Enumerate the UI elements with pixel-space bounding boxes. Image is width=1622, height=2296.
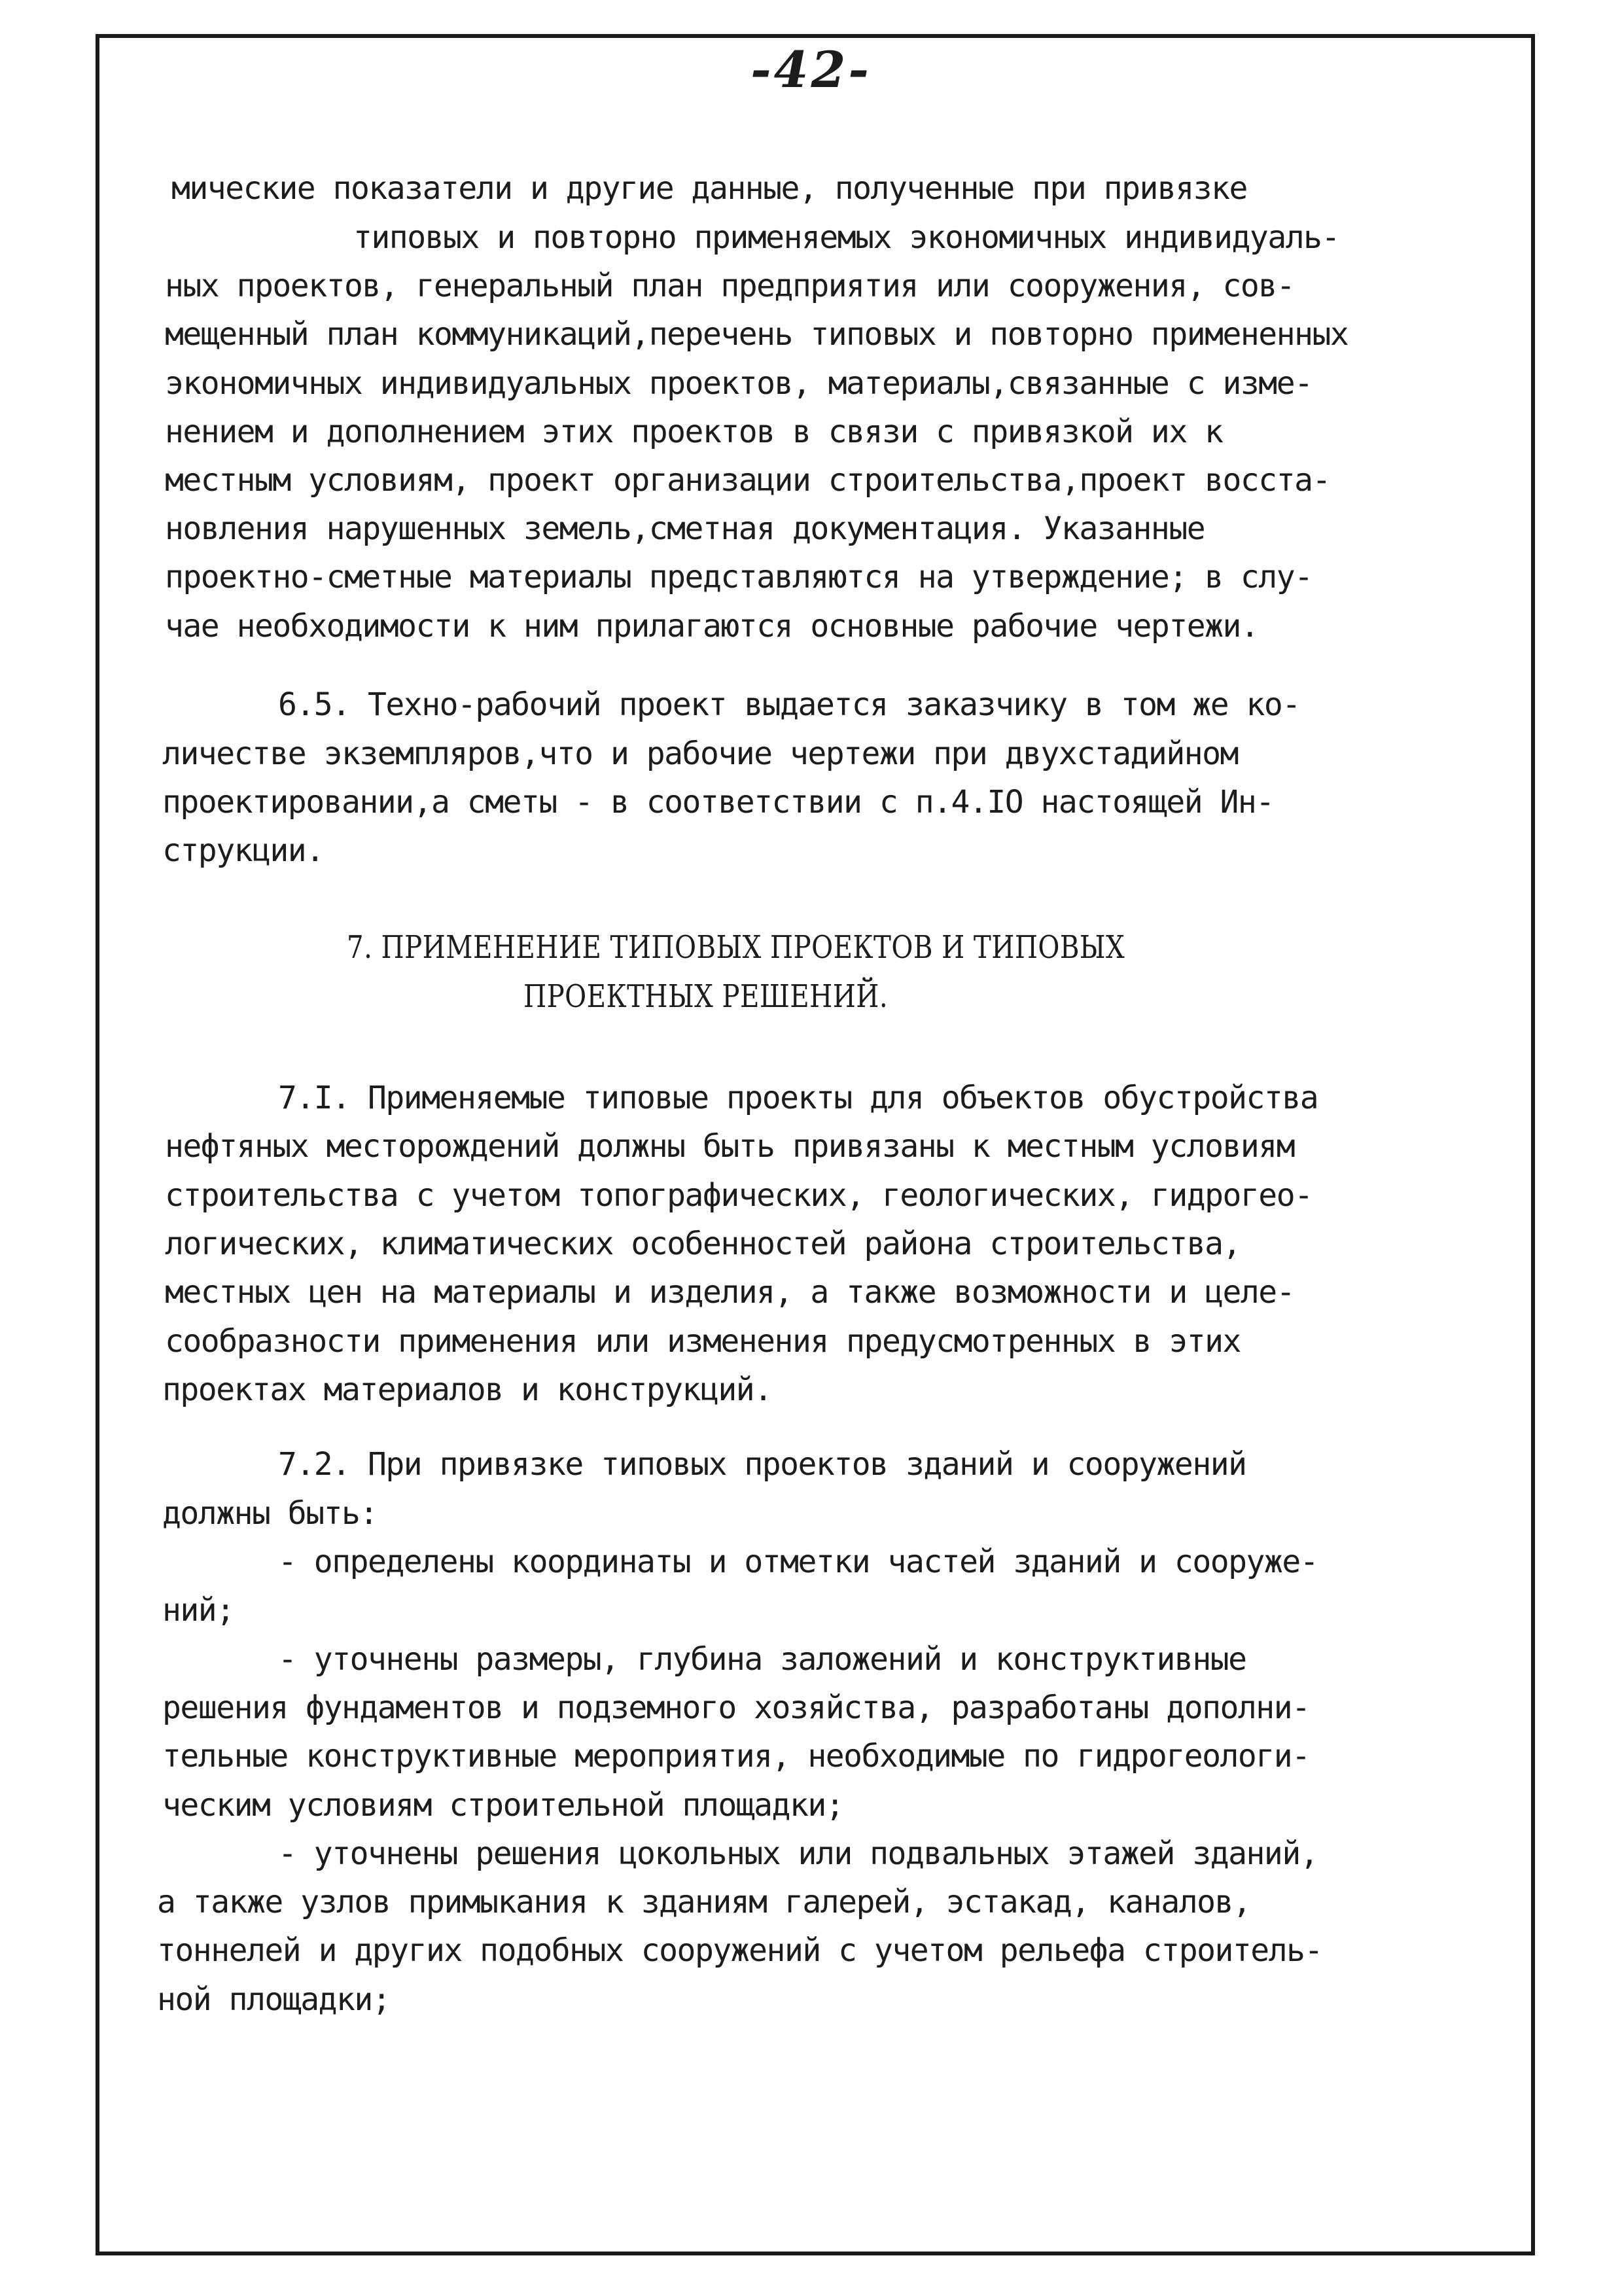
- text-line: личестве экземпляров,что и рабочие чертежи при двухстадийном: [162, 735, 1238, 772]
- text-line: чае необходимости к ним прилагаются основные рабочие чертежи.: [165, 608, 1259, 645]
- text-line: типовых и повторно применяемых экономичных индивидуаль-: [353, 219, 1339, 256]
- text-line: строительства с учетом топографических, геологических, гидрогео-: [165, 1177, 1313, 1214]
- text-line: 7.2. При привязке типовых проектов зданий и сооружений: [278, 1446, 1246, 1483]
- text-line: тельные конструктивные мероприятия, необходимые по гидрогеологи-: [162, 1738, 1310, 1775]
- text-line: ных проектов, генеральный план предприятия или сооружения, сов-: [165, 268, 1295, 304]
- text-line: - уточнены решения цокольных или подвальных этажей зданий,: [278, 1835, 1318, 1872]
- text-line: нением и дополнением этих проектов в связи с привязкой их к: [165, 414, 1223, 450]
- text-line: тоннелей и других подобных сооружений с учетом рельефа строитель-: [157, 1932, 1322, 1969]
- section-heading: ПРОЕКТНЫХ РЕШЕНИЙ.: [523, 978, 889, 1015]
- text-line: ческим условиям строительной площадки;: [162, 1787, 844, 1824]
- text-line: решения фундаментов и подземного хозяйства, разработаны дополни-: [162, 1689, 1310, 1726]
- text-line: ний;: [162, 1592, 234, 1629]
- text-line: должны быть:: [162, 1495, 378, 1532]
- text-line: проектах материалов и конструкций.: [162, 1371, 772, 1408]
- text-line: мещенный план коммуникаций,перечень типовых и повторно примененных: [165, 316, 1349, 353]
- text-line: ной площадки;: [157, 1981, 391, 2018]
- text-line: мические показатели и другие данные, полученные при привязке: [171, 170, 1247, 207]
- text-line: - уточнены размеры, глубина заложений и конструктивные: [278, 1641, 1246, 1678]
- text-line: - определены координаты и отметки частей зданий и сооруже-: [278, 1544, 1318, 1580]
- text-line: а также узлов примыкания к зданиям галерей, эстакад, каналов,: [157, 1884, 1251, 1920]
- page-number: -42-: [750, 41, 872, 99]
- section-heading: 7. ПРИМЕНЕНИЕ ТИПОВЫХ ПРОЕКТОВ И ТИПОВЫХ: [347, 929, 1125, 966]
- text-line: новления нарушенных земель,сметная документация. Указанные: [165, 510, 1205, 547]
- text-line: 7.I. Применяемые типовые проекты для объектов обустройства: [278, 1080, 1318, 1116]
- text-line: экономичных индивидуальных проектов, материалы,связанные с изме-: [165, 365, 1313, 402]
- text-line: логических, климатических особенностей района строительства,: [165, 1226, 1241, 1262]
- text-line: 6.5. Техно-рабочий проект выдается заказчику в том же ко-: [278, 686, 1300, 723]
- text-line: местным условиям, проект организации строительства,проект восста-: [165, 462, 1330, 499]
- text-line: проектировании,а сметы - в соответствии с п.4.IO настоящей Ин-: [162, 784, 1274, 821]
- text-line: нефтяных месторождений должны быть привязаны к местным условиям: [165, 1128, 1295, 1165]
- text-line: сообразности применения или изменения предусмотренных в этих: [165, 1323, 1241, 1360]
- text-line: местных цен на материалы и изделия, а также возможности и целе-: [165, 1274, 1295, 1311]
- text-line: проектно-сметные материалы представляются на утверждение; в слу-: [165, 559, 1313, 595]
- text-line: струкции.: [162, 832, 324, 869]
